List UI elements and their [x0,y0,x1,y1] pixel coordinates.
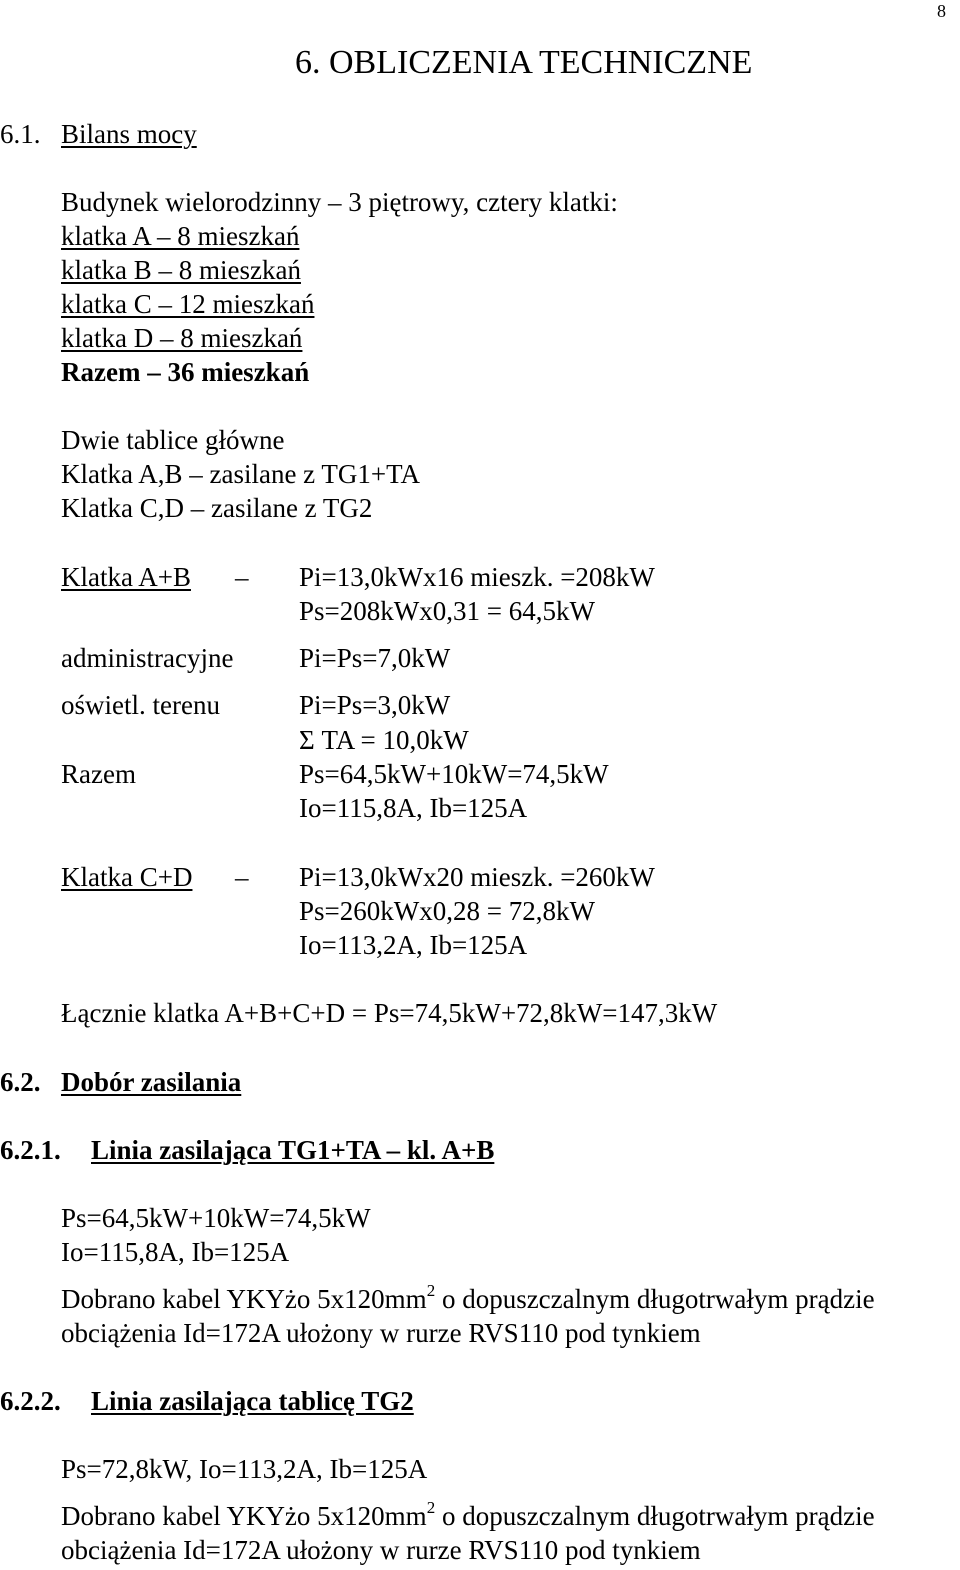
s622-cable-line-1 [61,1498,875,1531]
lighting-label: oświetl. terenu [61,690,220,720]
s622-cable-text-rest: o dopuszczalnym długotrwałym prądzie [435,1501,875,1531]
page-number: 8 [937,1,946,21]
section-6-2-number: 6.2. [0,1067,41,1097]
ab-current: Io=115,8A, Ib=125A [299,793,528,823]
s622-cable-text: Dobrano kabel YKYżo 5x120mm [61,1501,427,1531]
cd-label: Klatka C+D [61,862,193,892]
building-intro: Budynek wielorodzinny – 3 piętrowy, cztery klatki: [61,187,618,217]
admin-value: Pi=Ps=7,0kW [299,643,451,673]
cd-pi: Pi=13,0kWx20 mieszk. =260kW [299,862,655,892]
s621-cable-text: Dobrano kabel YKYżo 5x120mm [61,1284,427,1314]
building-total: Razem – 36 mieszkań [61,357,310,387]
boards-intro: Dwie tablice główne [61,425,285,455]
section-6-2-1-title: Linia zasilająca TG1+TA – kl. A+B [91,1135,495,1165]
lighting-value: Pi=Ps=3,0kW [299,690,451,720]
s621-ps: Ps=64,5kW+10kW=74,5kW [61,1203,371,1233]
cd-ps: Ps=260kWx0,28 = 72,8kW [299,896,595,926]
ab-pi: Pi=13,0kWx16 mieszk. =208kW [299,562,655,592]
section-6-2-2-number: 6.2.2. [0,1386,61,1416]
ab-ps: Ps=208kWx0,31 = 64,5kW [299,596,595,626]
cd-current: Io=113,2A, Ib=125A [299,930,528,960]
klatka-d-line: klatka D – 8 mieszkań [61,323,303,353]
ab-label: Klatka A+B [61,562,191,592]
section-6-2-1-number: 6.2.1. [0,1135,61,1165]
section-6-1-title: Bilans mocy [61,119,197,149]
klatka-b-line: klatka B – 8 mieszkań [61,255,301,285]
s622-line: Ps=72,8kW, Io=113,2A, Ib=125A [61,1454,428,1484]
ab-razem-value: Ps=64,5kW+10kW=74,5kW [299,759,609,789]
s622-cable-superscript: 2 [426,1498,436,1517]
klatka-c-line: klatka C – 12 mieszkań [61,289,315,319]
s622-cable-line-2: obciążenia Id=172A ułożony w rurze RVS110 pod tynkiem [61,1535,701,1565]
section-6-2-2-title: Linia zasilająca tablicę TG2 [91,1386,414,1416]
admin-label: administracyjne [61,643,234,673]
s621-cable-text-rest: o dopuszczalnym długotrwałym prądzie [435,1284,875,1314]
cd-dash: – [235,862,249,892]
boards-ab: Klatka A,B – zasilane z TG1+TA [61,459,420,489]
ab-razem-label: Razem [61,759,136,789]
sum-ta: Σ TA = 10,0kW [299,725,469,755]
s621-cable-superscript: 2 [426,1281,436,1300]
ab-dash: – [235,562,249,592]
s621-cable-line-2: obciążenia Id=172A ułożony w rurze RVS110 pod tynkiem [61,1318,701,1348]
page-title: 6. OBLICZENIA TECHNICZNE [295,44,753,81]
section-6-2-title: Dobór zasilania [61,1067,242,1097]
boards-cd: Klatka C,D – zasilane z TG2 [61,493,373,523]
total-line: Łącznie klatka A+B+C+D = Ps=74,5kW+72,8kW=147,3kW [61,998,718,1028]
section-6-1-number: 6.1. [0,119,41,149]
s621-current: Io=115,8A, Ib=125A [61,1237,290,1267]
s621-cable-line-1 [61,1281,875,1314]
klatka-a-line: klatka A – 8 mieszkań [61,221,300,251]
